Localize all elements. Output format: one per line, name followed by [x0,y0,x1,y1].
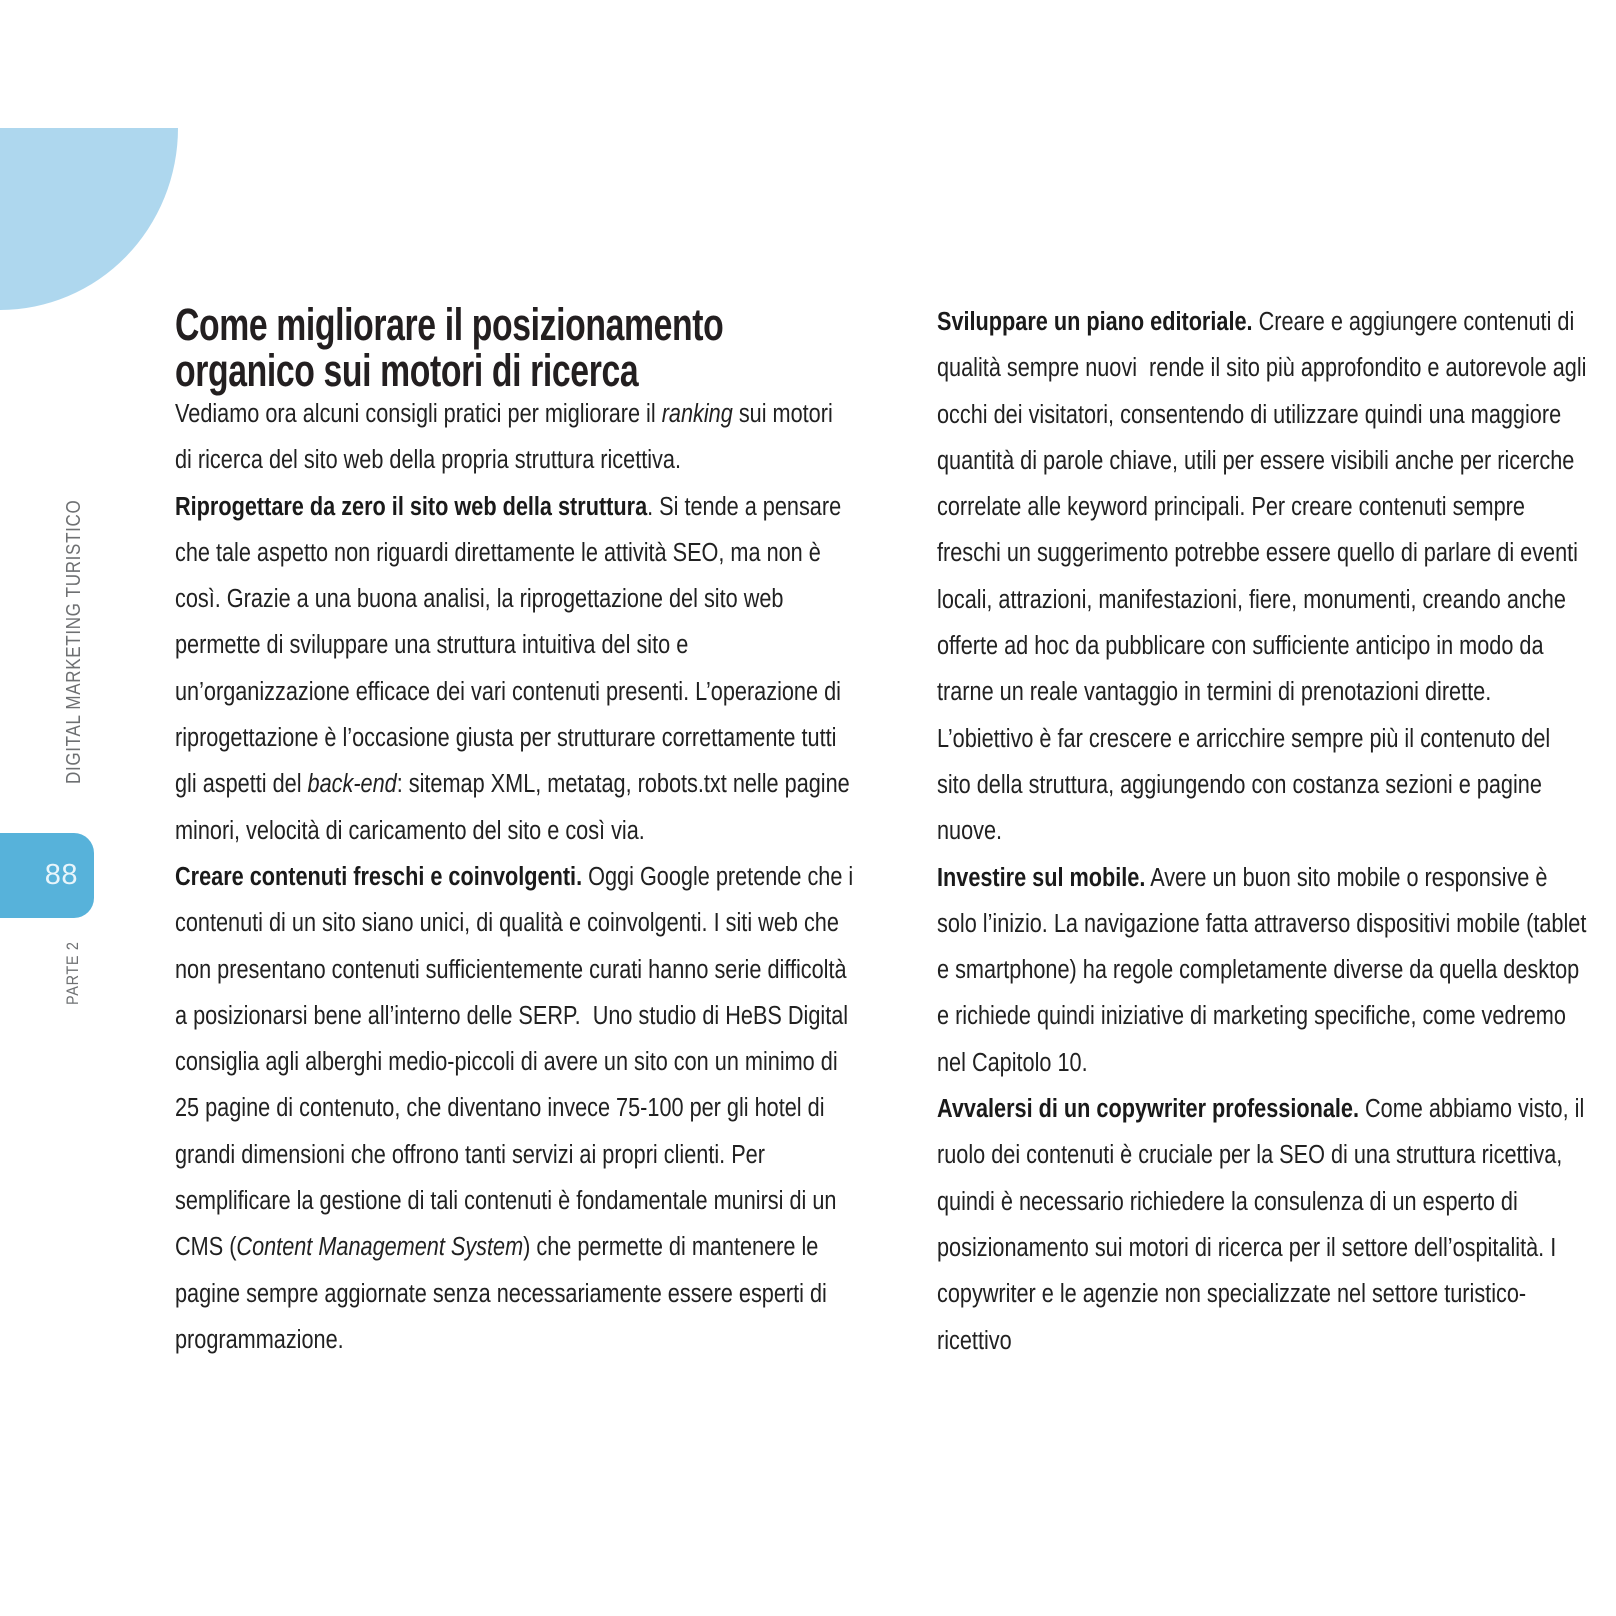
section-heading [175,299,724,396]
paragraph-intro: Vediamo ora alcuni consigli pratici per migliorare il ranking sui motori di ricerca del sito web della propria struttura ricettiva. [175,400,839,475]
paragraph-invest-mobile: Investire sul mobile. Avere un buon sito mobile o responsive è solo l’inizio. La navigazione fatta attraverso dispositivi mobile (tablet e smartphone) ha regole completamente diverse da quella desktop e richiede quindi iniziative di marketing specifiche, come vedremo nel Capitolo 10. [937,863,1593,1077]
page-number-badge [0,833,94,918]
page-number: 88 [44,859,78,891]
book-title-vertical: DIGITAL MARKETING TURISTICO [63,499,85,784]
corner-decoration [0,128,178,310]
paragraph-editorial-plan: Sviluppare un piano editoriale. Creare e aggiungere contenuti di qualità sempre nuovi rende il sito più approfondito e autorevole agli occhi dei visitatori, consentendo di utilizzare quindi una maggiore quantità di parole chiave, utili per essere visibili anche per ricerche correlate alle keyword principali. Per creare contenuti sempre freschi un suggerimento potrebbe essere quello di parlare di eventi locali, attrazioni, manifestazioni, fiere, monumenti, creando anche offerte ad hoc da pubblicare con sufficiente anticipo in modo da trarne un reale vantaggio in termini di prenotazioni dirette. L’obiettivo è far crescere e arricchire sempre più il contenuto del sito della struttura, aggiungendo con costanza sezioni e pagine nuove. [937,308,1593,846]
right-column [937,299,1593,1364]
heading-line-1: Come migliorare il posizionamento [175,299,724,350]
paragraph-fresh-content: Creare contenuti freschi e coinvolgenti. Oggi Google pretende che i contenuti di un sito siano unici, di qualità e coinvolgenti. I siti web che non presentano contenuti sufficientemente curati hanno serie difficoltà a posizionarsi bene all’interno delle SERP. Uno studio di HeBS Digital consiglia agli alberghi medio-piccoli di avere un sito con un minimo di 25 pagine di contenuto, che diventano invece 75-100 per gli hotel di grandi dimensioni che offrono tanti servizi ai propri clienti. Per semplificare la gestione di tali contenuti è fondamentale munirsi di un CMS (Content Management System) che permette di mantenere le pagine sempre aggiornate senza necessariamente essere esperti di programmazione. [175,862,860,1354]
part-label-vertical: PARTE 2 [63,941,82,1005]
paragraph-redesign-site: Riprogettare da zero il sito web della struttura. Si tende a pensare che tale aspetto non riguardi direttamente le attività SEO, ma non è così. Grazie a una buona analisi, la riprogettazione del sito web permette di sviluppare una struttura intuitiva del sito e un’organizzazione efficace dei vari contenuti presenti. L’operazione di riprogettazione è l’occasione giusta per strutturare correttamente tutti gli aspetti del back-end: sitemap XML, metatag, robots.txt nelle pagine minori, velocità di caricamento del sito e così via. [175,492,856,845]
heading-line-2: organico sui motori di ricerca [175,345,639,396]
paragraph-copywriter: Avvalersi di un copywriter professionale. Come abbiamo visto, il ruolo dei contenuti è cruciale per la SEO di una struttura ricettiva, quindi è necessario richiedere la consulenza di un esperto di posizionamento sui motori di ricerca per il settore dell’ospitalità. I copywriter e le agenzie non specializzate nel settore turistico-ricettivo [937,1095,1591,1355]
left-column [175,391,860,1363]
